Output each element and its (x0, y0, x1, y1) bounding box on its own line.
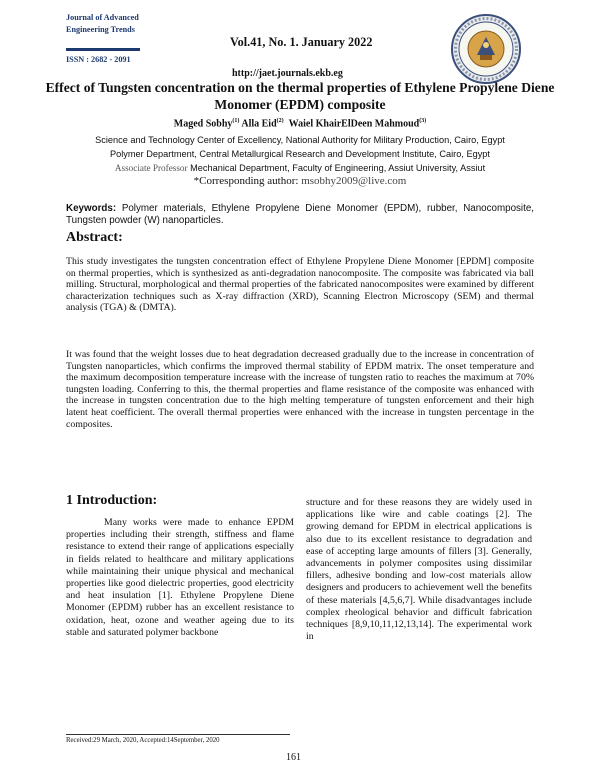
abstract-heading: Abstract: (66, 230, 123, 245)
journal-name-line2: Engineering Trends (66, 25, 135, 34)
author-mark: (3) (419, 118, 427, 124)
journal-logo (66, 12, 140, 70)
corresponding-label: *Corresponding author: (193, 175, 299, 187)
author-name: Maged Sobhy (173, 118, 233, 130)
journal-url[interactable]: http://jaet.journals.ekb.eg (232, 68, 343, 79)
abstract-paragraph-1: This study investigates the tungsten concentration effect of Ethylene Propylene Diene Monomer [EPDM] composite on thermal properties, which is synthesized as anti-degradation nanocomposite. The composite was fabricated via ball milling. Structural, morphological and thermal properties of the fabricated nanocomposites were examined by different characterization techniques such as X-ray diffraction (XRD), Scanning Electron Microscopy (SEM) and thermal analysis (TGA) & (DMTA). (66, 256, 534, 314)
logo-divider (66, 48, 140, 51)
footnote-divider (66, 734, 290, 735)
affiliation-1: Science and Technology Center of Excellency, National Authority for Military Production, Cairo, Egypt (95, 135, 505, 145)
keywords (66, 203, 534, 227)
page-number: 161 (286, 752, 301, 763)
affiliation-3-role: Associate Professor (114, 163, 188, 173)
introduction-right-column: structure and for these reasons they are widely used in applications like wire and cable coatings [2]. The growing demand for EPDM in electrical applications is also due to its excellent resistance to degradation and ease of accepting large amounts of fillers [3]. Generally, advancements in polymer composites using dissimilar fillers, adhesive bonding and low-cost materials allow designers and producers to achievement well the benefits of these materials [4,5,6,7]. While disadvantages include complex rheological behavior and difficult fabrication techniques [8,9,10,11,12,13,14]. The experimental work in (306, 497, 532, 643)
author-list (20, 118, 580, 129)
corresponding-author (20, 175, 580, 187)
paper-title: Effect of Tungsten concentration on the thermal properties of Ethylene Propylene Diene Monomer (EPDM) composite (45, 80, 555, 112)
journal-volume: Vol.41, No. 1. January 2022 (230, 35, 373, 49)
keywords-label: Keywords: (66, 203, 117, 214)
journal-name-line1: Journal of Advanced (66, 13, 139, 22)
abstract-paragraph-2: It was found that the weight losses due to heat degradation decreased gradually due to the increase in concentration of Tungsten nanoparticles, which confirms the improved thermal stability of EPDM matrix. The onset temperature and the maximum decomposition temperature increase with the increase of tungsten ratio to reaches the maximum at 70% tungsten loading. Conferring to this, the thermal properties and flame resistance of the composite was enhanced with the increase in tungsten concentration due to the high melting temperature of tungsten enforcement and their high latent heat coefficient. The overall thermal properties were enhanced with the increase in tungsten percentage in the composites. (66, 349, 534, 430)
author-mark: (2) (276, 118, 284, 124)
introduction-left-column: Many works were made to enhance EPDM properties including their strength, stiffness and flame resistance to extend their range of applications especially in fields related to healthcare and military applications while maintaining their unique physical and mechanical properties like good dielectric properties, good electricity and heat insulation [1]. Ethylene Propylene Diene Monomer (EPDM) rubber has an excellent resistance to oxidation, heat, ozone and weather ageing due to its stable and saturated polymer backbone (66, 517, 294, 638)
corresponding-email[interactable]: msobhy2009@live.com (301, 175, 407, 187)
university-seal-icon (450, 13, 522, 85)
affiliation-3-text: Mechanical Department, Faculty of Engineering, Assiut University, Assiut (190, 163, 486, 173)
author-mark: (1) (232, 118, 240, 124)
affiliation-2: Polymer Department, Central Metallurgical Research and Development Institute, Cairo, Egypt (110, 149, 490, 159)
keywords-text: Polymer materials, Ethylene Propylene Diene Monomer (EPDM), rubber, Nanocomposite, Tungsten powder (W) nanoparticles. (66, 203, 534, 226)
received-dates: Received:29 March, 2020, Accepted:14September, 2020 (66, 737, 220, 744)
journal-issn: ISSN : 2682 - 2091 (66, 55, 131, 64)
author-name: Alla Eid (241, 118, 277, 130)
introduction-heading: 1 Introduction: (66, 493, 158, 508)
author-name: Waiel KhairElDeen Mahmoud (288, 118, 420, 130)
affiliation-3 (20, 162, 580, 175)
